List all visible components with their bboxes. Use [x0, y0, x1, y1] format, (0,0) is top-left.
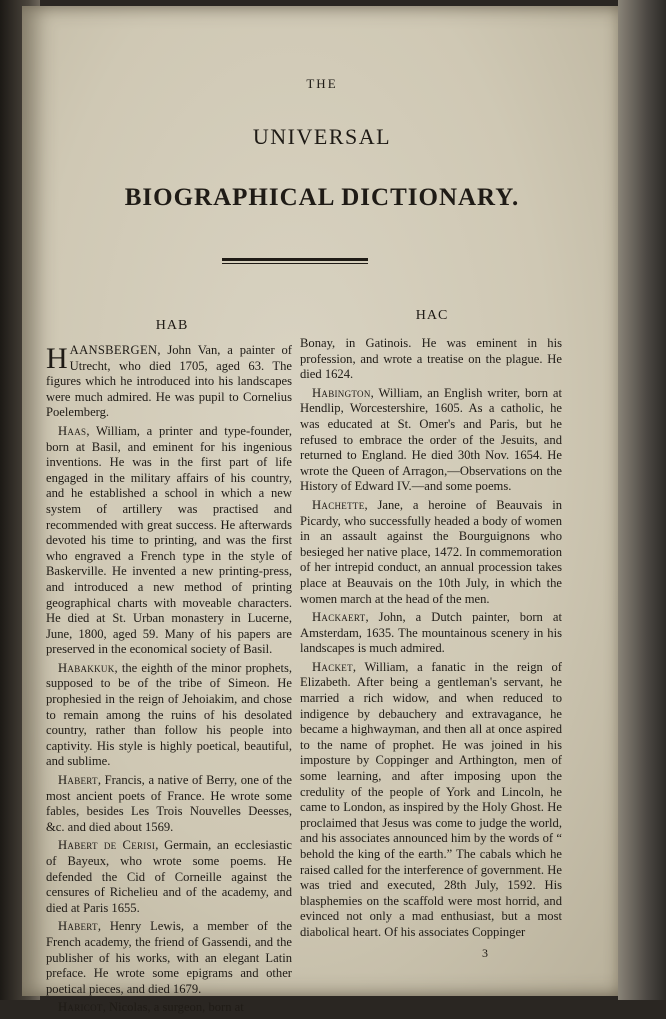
- running-head-right: HAC: [415, 308, 449, 323]
- entry-headword: AANSBERGEN: [69, 343, 158, 357]
- dictionary-entry: [46, 424, 292, 658]
- title-universal: UNIVERSAL: [252, 124, 392, 149]
- dictionary-entry: [46, 1000, 292, 1016]
- right-column: [300, 336, 562, 944]
- page-number: 3: [482, 946, 488, 960]
- dictionary-entry: [300, 336, 562, 383]
- entry-text: , John Van, a painter of Utrecht, who died 1705, aged 63. The figures which he introduced into his landscapes were much admired. He was pupil to Cornelius Poelemberg.: [46, 343, 292, 420]
- dictionary-entry: [46, 343, 292, 421]
- dictionary-entry: [46, 773, 292, 835]
- entry-text: , Francis, a native of Berry, one of the most ancient poets of France. He wrote some fables, besides Les Trois Nouvelles Deesses, &c. and died about 1569.: [46, 773, 292, 834]
- entry-headword: Hackaert: [312, 610, 366, 625]
- entry-headword: Haas: [58, 423, 87, 438]
- entry-text: , William, an English writer, born at Hendlip, Worcestershire, 1605. As a catholic, he was educated at St. Omer's and Paris, but he refused to embrace the order of the Jesuits, and returned to England. He died 30th Nov. 1654. He wrote the Queen of Arragon,—Observations on the History of Edward IV.—and some poems.: [300, 385, 562, 494]
- next-page-edge: [618, 0, 666, 1000]
- entry-headword: Hacket: [312, 659, 353, 674]
- entry-text: , William, a printer and type-founder, born at Basil, and eminent for his ingenious inventions. He was in the first part of life engaged in the military affairs of his country, and he established a school in which a new system of artillery was practised and recommended with great success. He afterwards devoted his time to printing, and was the first who engraved a French type in the style of Baskerville. He invented a new printing-press, and introduced a new method of printing geographical charts with moveable characters. He died at St. Urban monastery in Lucerne, June, 1800, aged 59. Many of his papers are preserved in the economical society of Basil.: [46, 423, 292, 657]
- entry-text: , William, a fanatic in the reign of Elizabeth. After being a gentleman's servant, he married a rich widow, and when reduced to indigence by debauchery and extravagance, he became a highwayman, and then all at once aspired to the name of prophet. He was joined in his imposture by Coppinger and Arthington, men of some learning, and after imposing upon the credulity of the people of York and Lincoln, he came to London, as inspired by the Holy Ghost. He proclaimed that Jesus was come to judge the world, and his associates announced him by the words of “ behold the king of the earth.” The cabals which he raised called for the interference of government. He was tried and executed, 28th July, 1592. His blasphemies on the scaffold were most horrid, and evinced not only a mad enthusiast, but a most diabolical heart. Of his associates Coppinger: [300, 659, 562, 939]
- title-biographical-dictionary: BIOGRAPHICAL DICTIONARY.: [124, 184, 520, 211]
- title-the: THE: [306, 76, 338, 91]
- left-column: [46, 343, 292, 1019]
- entry-text: , Nicolas, a surgeon, born at: [102, 1000, 244, 1015]
- entry-headword: Habert de Cerisi: [58, 838, 156, 853]
- dictionary-entry: [46, 661, 292, 770]
- entry-text: , Henry Lewis, a member of the French academy, the friend of Gassendi, and the publisher of his works, with an elegant Latin preface. He wrote some epigrams and other poetical pieces, and died 1679.: [46, 919, 292, 996]
- dictionary-entry: [300, 610, 562, 657]
- book-page: [22, 6, 622, 1015]
- title-rule: [222, 258, 368, 264]
- dictionary-entry: [300, 386, 562, 495]
- entry-headword: Habert: [58, 773, 98, 788]
- entry-text: , John, a Dutch painter, born at Amsterdam, 1635. The mountainous scenery in his landscapes is much admired.: [300, 610, 562, 656]
- entry-text: , Jane, a heroine of Beauvais in Picardy, who successfully headed a body of women in an assault against the Bourguignons who besieged her native place, 1472. In commemoration of her intrepid conduct, an annual procession takes place at Beauvais on the 10th July, in which the women march at the head of the men.: [300, 497, 562, 606]
- dictionary-entry: [46, 838, 292, 916]
- dictionary-entry: [46, 919, 292, 997]
- drop-cap: H: [46, 342, 68, 375]
- entry-headword: Habert: [58, 919, 98, 934]
- entry-headword: Habington: [312, 385, 371, 400]
- dictionary-entry: [300, 660, 562, 941]
- entry-text: Bonay, in Gatinois. He was eminent in his profession, and wrote a treatise on the plague. He died 1624.: [300, 336, 562, 382]
- dictionary-entry: [300, 498, 562, 607]
- running-head-left: HAB: [155, 318, 189, 333]
- entry-headword: Hachette: [312, 497, 365, 512]
- entry-headword: Habakkuk: [58, 660, 115, 675]
- entry-text: , the eighth of the minor prophets, supposed to be of the tribe of Simeon. He prophesied in the reign of Jehoiakim, and chose to remain among the ruins of his desolated country, rather than follow his people into captivity. His style is highly poetical, beautiful, and sublime.: [46, 660, 292, 769]
- entry-headword: Haricot: [58, 1000, 103, 1015]
- entry-text: , Germain, an ecclesiastic of Bayeux, who wrote some poems. He defended the Cid of Corneille against the censures of Richelieu and of the academy, and died at Paris 1655.: [46, 838, 292, 915]
